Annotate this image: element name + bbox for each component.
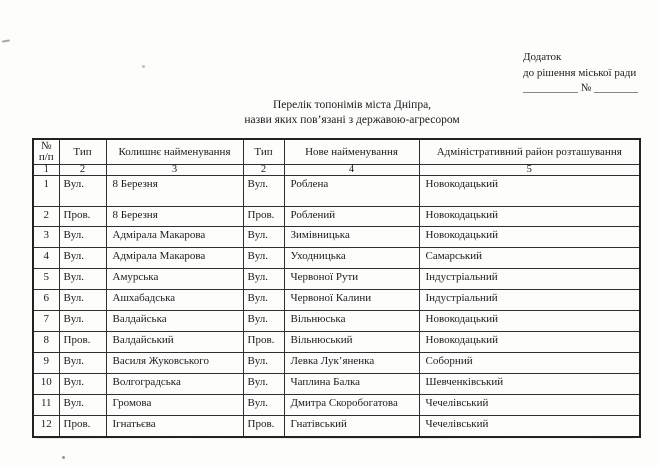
table-row xyxy=(33,207,640,227)
row-number: 10 xyxy=(33,374,59,395)
row-number: 7 xyxy=(33,311,59,332)
district: Індустріальний xyxy=(419,269,640,290)
old-type: Вул. xyxy=(59,227,106,248)
old-name: Ашхабадська xyxy=(106,290,243,311)
table-row xyxy=(33,416,640,437)
old-name: Адмірала Макарова xyxy=(106,227,243,248)
document-title-line-1: Перелік топонімів міста Дніпра, xyxy=(272,99,432,111)
row-number: 1 xyxy=(33,176,59,207)
old-name: Валдайський xyxy=(106,332,243,353)
old-name: Волгоградська xyxy=(106,374,243,395)
old-type: Вул. xyxy=(59,269,106,290)
row-number: 8 xyxy=(33,332,59,353)
old-type: Вул. xyxy=(59,311,106,332)
district: Самарський xyxy=(419,248,640,269)
column-number: 2 xyxy=(59,165,106,176)
column-number: 5 xyxy=(419,165,640,176)
old-type: Вул. xyxy=(59,374,106,395)
old-name: 8 Березня xyxy=(106,176,243,207)
new-type: Вул. xyxy=(243,248,284,269)
district: Чечелівський xyxy=(419,395,640,416)
col-header-district: Адміністративний район розташування xyxy=(419,139,640,165)
row-number: 9 xyxy=(33,353,59,374)
row-number: 5 xyxy=(33,269,59,290)
col-header-num-line1: № xyxy=(41,140,52,152)
column-number: 2 xyxy=(243,165,284,176)
new-name: Гнатівський xyxy=(284,416,419,437)
table-body xyxy=(33,176,640,437)
new-type: Вул. xyxy=(243,227,284,248)
old-type: Вул. xyxy=(59,290,106,311)
district: Новокодацький xyxy=(419,311,640,332)
row-number: 3 xyxy=(33,227,59,248)
column-number-row xyxy=(33,165,640,176)
new-name: Вільнюська xyxy=(284,311,419,332)
new-name: Червоної Рути xyxy=(284,269,419,290)
new-name: Роблена xyxy=(284,176,419,207)
new-name: Дмитра Скоробогатова xyxy=(284,395,419,416)
new-name: Вільнюський xyxy=(284,332,419,353)
new-type: Вул. xyxy=(243,311,284,332)
new-name: Червоної Калини xyxy=(284,290,419,311)
table-row xyxy=(33,290,640,311)
district: Індустріальний xyxy=(419,290,640,311)
new-type: Пров. xyxy=(243,416,284,437)
old-name: Адмірала Макарова xyxy=(106,248,243,269)
new-name: Левка Лук’яненка xyxy=(284,353,419,374)
row-number: 12 xyxy=(33,416,59,437)
col-header-num-line2: п/п xyxy=(38,151,54,163)
table-row xyxy=(33,269,640,290)
annex-block xyxy=(523,50,638,97)
new-type: Пров. xyxy=(243,332,284,353)
new-name: Зимівницька xyxy=(284,227,419,248)
old-name: Валдайська xyxy=(106,311,243,332)
col-header-old-type: Тип xyxy=(59,139,106,165)
row-number: 2 xyxy=(33,207,59,227)
col-header-new-type: Тип xyxy=(243,139,284,165)
old-type: Вул. xyxy=(59,248,106,269)
table-row xyxy=(33,311,640,332)
col-header-num xyxy=(33,139,59,165)
table-row xyxy=(33,332,640,353)
scan-artifact-dot xyxy=(142,65,145,68)
old-name: Василя Жуковського xyxy=(106,353,243,374)
row-number: 4 xyxy=(33,248,59,269)
column-number: 3 xyxy=(106,165,243,176)
district: Новокодацький xyxy=(419,176,640,207)
old-name: 8 Березня xyxy=(106,207,243,227)
old-name: Ігнатьєва xyxy=(106,416,243,437)
table-row xyxy=(33,374,640,395)
new-type: Пров. xyxy=(243,207,284,227)
district: Соборний xyxy=(419,353,640,374)
new-type: Вул. xyxy=(243,269,284,290)
old-type: Пров. xyxy=(59,332,106,353)
old-type: Вул. xyxy=(59,395,106,416)
old-type: Вул. xyxy=(59,353,106,374)
new-name: Чаплина Балка xyxy=(284,374,419,395)
new-name: Уходницька xyxy=(284,248,419,269)
district: Чечелівський xyxy=(419,416,640,437)
scan-artifact-mark xyxy=(2,39,10,42)
new-type: Вул. xyxy=(243,290,284,311)
table-row xyxy=(33,353,640,374)
scan-artifact-dot xyxy=(62,456,65,459)
district: Новокодацький xyxy=(419,227,640,248)
toponyms-table xyxy=(32,138,641,438)
old-type: Пров. xyxy=(59,207,106,227)
document-title-line-2: назви яких пов’язані з державою-агресором xyxy=(244,113,460,126)
column-number: 4 xyxy=(284,165,419,176)
new-type: Вул. xyxy=(243,353,284,374)
table-row xyxy=(33,176,640,207)
col-header-old-name: Колишнє найменування xyxy=(106,139,243,165)
row-number: 11 xyxy=(33,395,59,416)
old-name: Громова xyxy=(106,395,243,416)
district: Шевченківський xyxy=(419,374,640,395)
column-number: 1 xyxy=(33,165,59,176)
district: Новокодацький xyxy=(419,207,640,227)
district: Новокодацький xyxy=(419,332,640,353)
table-header-row xyxy=(33,139,640,165)
old-name: Амурська xyxy=(106,269,243,290)
row-number: 6 xyxy=(33,290,59,311)
new-type: Вул. xyxy=(243,395,284,416)
table-row xyxy=(33,227,640,248)
old-type: Вул. xyxy=(59,176,106,207)
annex-number-line: __________ № ________ xyxy=(523,82,638,94)
old-type: Пров. xyxy=(59,416,106,437)
new-name: Роблений xyxy=(284,207,419,227)
table-row xyxy=(33,395,640,416)
document-title xyxy=(92,98,612,127)
new-type: Вул. xyxy=(243,374,284,395)
annex-line-1: Додаток xyxy=(523,51,562,63)
table-row xyxy=(33,248,640,269)
new-type: Вул. xyxy=(243,176,284,207)
annex-line-2: до рішення міської ради xyxy=(523,66,637,79)
col-header-new-name: Нове найменування xyxy=(284,139,419,165)
